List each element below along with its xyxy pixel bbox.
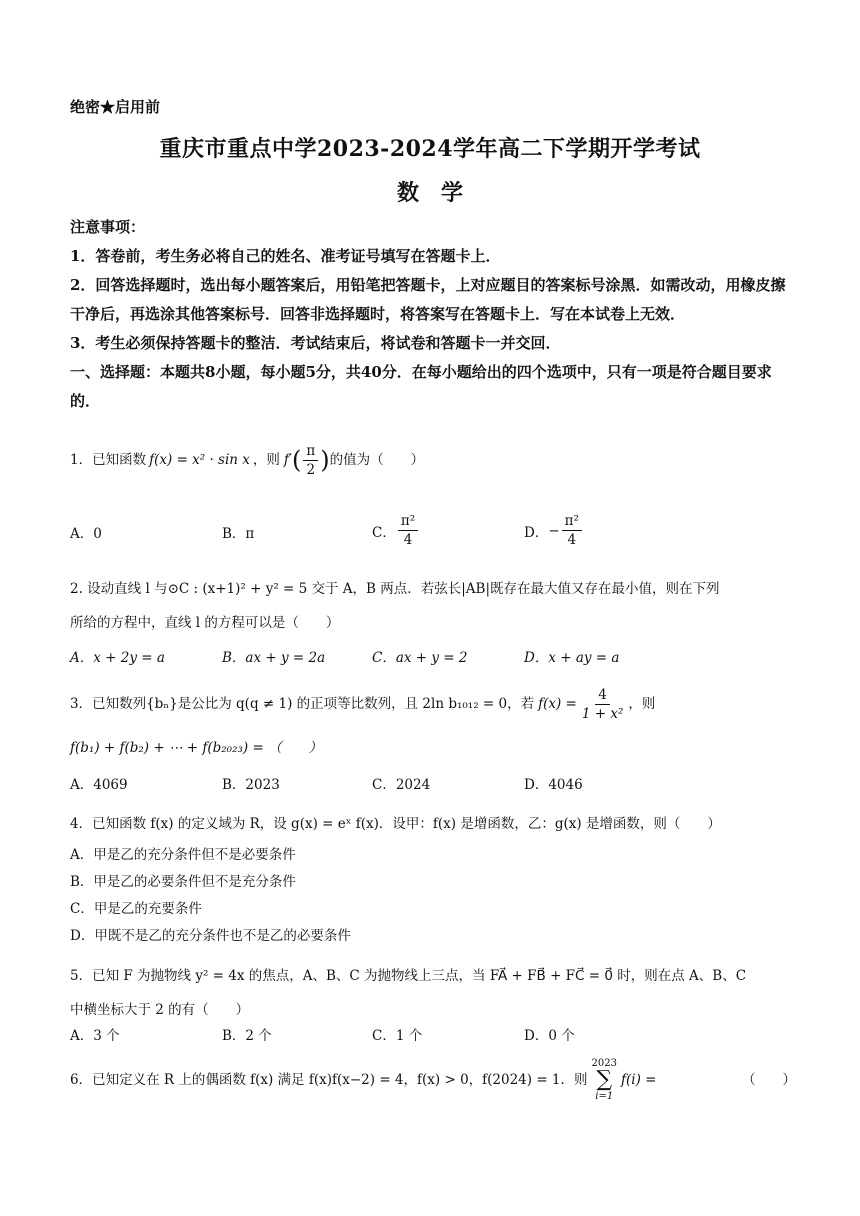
- q2-options: [70, 646, 796, 672]
- q6-line-1a: 6．已知定义在 R 上的偶函数 f(x) 满足 f(x)f(x−2) = 4，f(x) > 0，f(2024) = 1．则: [70, 1072, 588, 1088]
- q5-option-d: D．0 个: [524, 1028, 575, 1044]
- q5-option-c: C．1 个: [372, 1028, 423, 1044]
- q6-sum: [592, 1058, 617, 1102]
- q3-line-1-end: ，则: [628, 696, 656, 712]
- q1-option-c-den: 4: [403, 532, 413, 548]
- q5-option-b: B．2 个: [222, 1028, 272, 1044]
- q2-option-d: D．x + ay = a: [524, 650, 620, 666]
- question-6: [70, 1058, 796, 1102]
- q1-derivative: f′: [283, 452, 292, 468]
- q3-option-c: C．2024: [372, 777, 431, 793]
- q1-option-c-frac: [398, 512, 418, 549]
- note-item-3: 3．考生必须保持答题卡的整洁．考试结束后，将试卷和答题卡一并交回．: [70, 334, 561, 352]
- question-1: [70, 440, 796, 480]
- q3-options: [70, 773, 796, 799]
- q1-paren-left: (: [291, 446, 302, 474]
- q1-option-b: B．π: [222, 526, 255, 542]
- exam-title: 重庆市重点中学2023-2024学年高二下学期开学考试: [159, 136, 701, 162]
- q1-option-d-num: π²: [562, 512, 582, 531]
- q1-stem-b: ，则: [252, 452, 280, 468]
- q1-frac-den: 2: [306, 461, 316, 478]
- q1-option-c-num: π²: [398, 512, 418, 531]
- q1-option-d-sign: −: [548, 522, 560, 539]
- q1-function: f(x) = x² · sin x: [149, 452, 250, 468]
- q2-line-1: 2. 设动直线 l 与⊙C : (x+1)² + y² = 5 交于 A，B 两点．若弦长|AB|既存在最大值又存在最小值，则在下列: [70, 581, 720, 597]
- q5-line-1: 5．已知 F 为抛物线 y² = 4x 的焦点，A、B、C 为抛物线上三点，当 FA⃗ + FB⃗ + FC⃗ = 0⃗ 时，则在点 A、B、C: [70, 968, 747, 984]
- q1-option-c: [372, 512, 420, 549]
- q6-sum-top: 2023: [591, 1058, 617, 1069]
- q3-line-2: f(b₁) + f(b₂) + ⋯ + f(b₂₀₂₃) = （ ）: [70, 740, 323, 756]
- q3-line-1a: 3．已知数列{bₙ}是公比为 q(q ≠ 1) 的正项等比数列，且 2ln b₁₀₁₂ = 0，若: [70, 696, 535, 712]
- q3-option-a: A．4069: [70, 777, 128, 793]
- q6-sigma: ∑: [596, 1067, 613, 1092]
- q1-pi-over-2: [303, 442, 318, 479]
- q1-paren-right: ): [320, 446, 330, 474]
- q4-line-1: 4．已知函数 f(x) 的定义域为 R，设 g(x) = eˣ f(x)．设甲：f(x) 是增函数，乙：g(x) 是增函数，则（ ）: [70, 816, 721, 832]
- q6-sum-bottom: i=1: [595, 1091, 614, 1102]
- q3-frac-num: 4: [595, 686, 610, 705]
- q2-line-2: 所给的方程中，直线 l 的方程可以是（ ）: [70, 615, 340, 631]
- q3-function: f(x) =: [538, 696, 577, 712]
- q3-frac-den: 1 + x²: [581, 705, 624, 722]
- note-item-2: 2．回答选择题时，选出每小题答案后，用铅笔把答题卡，上对应题目的答案标号涂黑．如需改动，用橡皮擦干净后，再选涂其他答案标号．回答非选择题时，将答案写在答题卡上．写在本试卷上无效．: [70, 276, 786, 323]
- q6-sum-body: f(i) =: [620, 1072, 657, 1088]
- q5-options: [70, 1024, 796, 1050]
- q4-option-c: C．甲是乙的充要条件: [70, 901, 202, 917]
- notes-heading: 注意事项：: [70, 218, 146, 236]
- q5-option-a: A．3 个: [70, 1028, 120, 1044]
- q4-options: [70, 842, 796, 950]
- q1-option-d-label: D．: [524, 524, 549, 541]
- note-item-1: 1．答卷前，考生务必将自己的姓名、准考证号填写在答题卡上．: [70, 247, 501, 265]
- q4-option-a: A．甲是乙的充分条件但不是必要条件: [70, 847, 296, 863]
- q3-option-d: D．4046: [524, 777, 583, 793]
- question-3: [70, 684, 796, 762]
- q1-option-d-den: 4: [567, 532, 577, 548]
- q5-line-2: 中横坐标大于 2 的有（ ）: [70, 1002, 250, 1018]
- q2-option-c: C．ax + y = 2: [372, 650, 468, 666]
- q2-option-b: B．ax + y = 2a: [222, 650, 326, 666]
- q6-line-1-end: （ ）: [742, 1072, 796, 1088]
- notes-section: [70, 213, 796, 416]
- q4-option-b: B．甲是乙的必要条件但不是充分条件: [70, 874, 296, 890]
- q3-frac: [579, 686, 627, 723]
- q1-option-a: A．0: [70, 526, 102, 542]
- q1-stem-a: 1．已知函数: [70, 452, 147, 468]
- q2-option-a: A．x + 2y = a: [70, 650, 165, 666]
- question-2: [70, 575, 796, 637]
- q1-option-d-frac: [562, 512, 582, 549]
- q1-option-c-label: C．: [372, 524, 396, 541]
- question-4: [70, 810, 796, 838]
- q1-stem-c: 的值为（ ）: [329, 452, 425, 468]
- q4-option-d: D．甲既不是乙的充分条件也不是乙的必要条件: [70, 928, 351, 944]
- section-heading: 一、选择题：本题共8小题，每小题5分，共40分．在每小题给出的四个选项中，只有一项是符合题目要求的．: [70, 363, 772, 410]
- subject-title: 数 学: [396, 180, 463, 206]
- secret-label: 绝密★启用前: [70, 98, 161, 116]
- q3-option-b: B．2023: [222, 777, 280, 793]
- q1-option-d: [524, 512, 584, 549]
- question-5: [70, 962, 796, 1024]
- q1-frac-num: π: [303, 442, 318, 461]
- q1-options: [70, 510, 796, 550]
